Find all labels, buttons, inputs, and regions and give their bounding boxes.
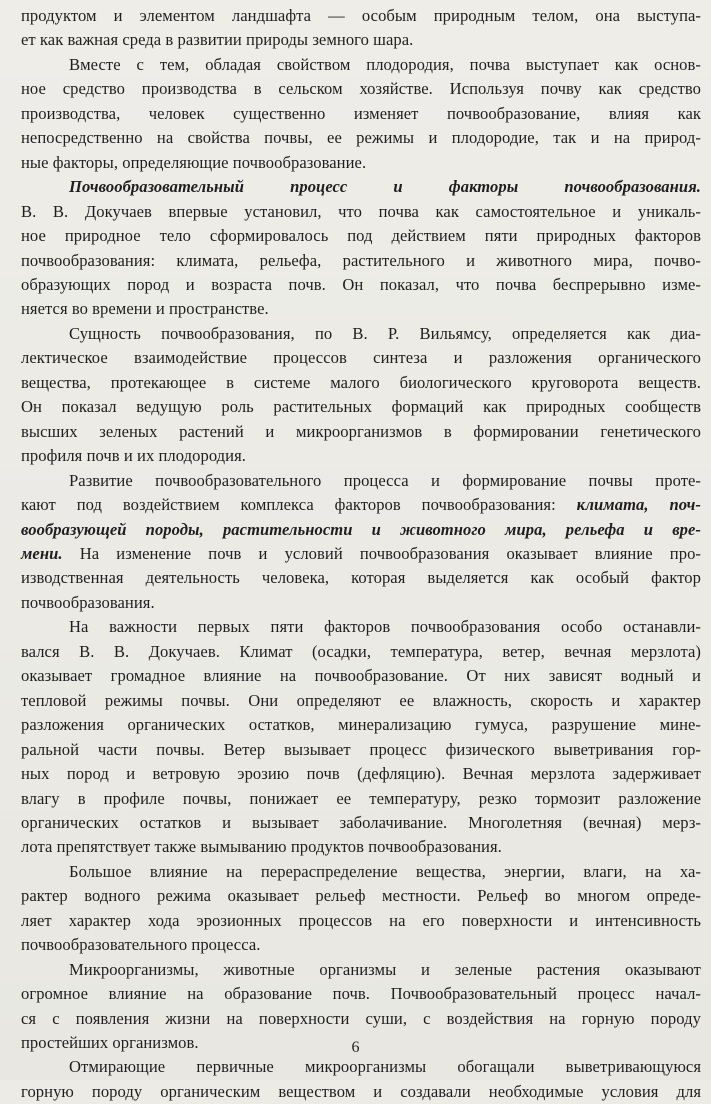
text-run: кают под воздействием комплекса факторов почвообразования: — [21, 495, 577, 515]
text-line: органических остатков и вызывает заболачивание. Многолетняя (вечная) мерз- — [21, 812, 701, 832]
paragraph-fertility — [21, 53, 701, 175]
paragraph-williams — [21, 322, 701, 469]
text-line: рактер водного режима оказывает рельеф местности. Рельеф во многом опреде- — [21, 886, 701, 906]
text-line: няется во времени и пространстве. — [21, 299, 269, 319]
paragraph-factors — [21, 469, 701, 616]
text-line: ных пород и ветровую эрозию почв (дефляцию). Вечная мерзлота задерживает — [21, 764, 701, 784]
emphasis-text: климата, поч- — [576, 495, 701, 515]
text-line: огромное влияние на образование почв. Почвообразовательный процесс начал- — [21, 984, 701, 1004]
text-line: влагу в профиле почвы, понижает ее температуру, резко тормозит разложение — [21, 788, 701, 808]
text-line: разложения органических остатков, минерализацию гумуса, разрушение мине- — [21, 715, 701, 735]
text-line: На важности первых пяти факторов почвообразования особо останавли- — [69, 617, 701, 637]
text-line: продуктом и элементом ландшафта — особым природным телом, она выступа- — [21, 6, 701, 25]
text-line: ет как важная среда в развитии природы земного шара. — [21, 30, 414, 50]
text-line: ное средство производства в сельском хозяйстве. Используя почву как средство — [21, 79, 701, 99]
text-line: почвообразования: климата, рельефа, растительного и животного мира, почво- — [21, 250, 701, 270]
text-line: вался В. В. Докучаев. Климат (осадки, температура, ветер, вечная мерзлота) — [21, 641, 701, 661]
text-line: производства, человек существенно изменяет почвообразование, влияя как — [21, 103, 701, 123]
text-line: ся с появления жизни на поверхности суши, с воздействия на горную породу — [21, 1008, 701, 1028]
text-line: непосредственно на свойства почвы, ее режимы и плодородие, так и на природ- — [21, 128, 701, 148]
text-line: Большое влияние на перераспределение вещества, энергии, влаги, на ха- — [69, 861, 701, 881]
text-line: Вместе с тем, обладая свойством плодородия, почва выступает как основ- — [69, 54, 701, 74]
text-line: горную породу органическим веществом и создавали необходимые условия для — [21, 1081, 701, 1101]
text-line: оказывает громадное влияние на почвообразование. От них зависят водный и — [21, 666, 701, 686]
text-line: профиля почв и их плодородия. — [21, 446, 246, 466]
text-line: Отмирающие первичные микроорганизмы обогащали выветривающуюся — [69, 1057, 701, 1077]
text-line: тепловой режимы почвы. Они определяют ее влажность, скорость и характер — [21, 690, 701, 710]
text-line: изводственная деятельность человека, которая выделяется как особый фактор — [21, 568, 701, 588]
text-line-factors — [21, 542, 701, 566]
text-line-factors — [21, 493, 701, 517]
text-line: ные факторы, определяющие почвообразование. — [21, 152, 367, 172]
text-line: почвообразовательного процесса. — [21, 935, 261, 955]
paragraph-climate — [21, 615, 701, 860]
text-line: почвообразования. — [21, 592, 155, 612]
text-line: Сущность почвообразования, по В. Р. Вильямсу, определяется как диа- — [69, 323, 701, 343]
text-line: высших зеленых растений и микроорганизмов в формировании генетического — [21, 421, 701, 441]
text-line: ляет характер хода эрозионных процессов на его поверхности и интенсивность — [21, 910, 701, 930]
text-line: Он показал ведущую роль растительных формаций как природных сообществ — [21, 397, 701, 417]
paragraph-landscape — [21, 4, 701, 53]
text-line: В. В. Докучаев впервые установил, что почва как самостоятельное и уникаль- — [21, 201, 701, 221]
page-number: 6 — [351, 1039, 360, 1056]
text-line: ральной части почвы. Ветер вызывает процесс физического выветривания гор- — [21, 739, 701, 759]
paragraph-soil-forming-process — [21, 175, 701, 322]
text-line: лектическое взаимодействие процессов синтеза и разложения органического — [21, 348, 701, 368]
text-line: лота препятствует также вымыванию продуктов почвообразования. — [21, 837, 502, 857]
text-line: ное природное тело сформировалось под действием пяти природных факторов — [21, 226, 701, 246]
section-heading: Почвообразовательный процесс и факторы почвообразования. — [69, 177, 701, 197]
text-line: Микроорганизмы, животные организмы и зеленые растения оказывают — [69, 959, 701, 979]
text-line: простейших организмов. — [21, 1033, 199, 1053]
paragraph-relief — [21, 860, 701, 958]
text-line: Развитие почвообразовательного процесса и формирование почвы проте- — [69, 470, 701, 490]
text-line: образующих пород и возраста почв. Он показал, что почва беспрерывно изме- — [21, 274, 701, 294]
text-run: На изменение почв и условий почвообразования оказывает влияние про- — [62, 543, 701, 563]
text-line: вещества, протекающее в системе малого биологического круговорота веществ. — [21, 372, 701, 392]
emphasis-text: мени. — [21, 543, 63, 563]
text-line-factors-emphasis: вообразующей породы, растительности и животного мира, рельефа и вре- — [21, 519, 701, 539]
